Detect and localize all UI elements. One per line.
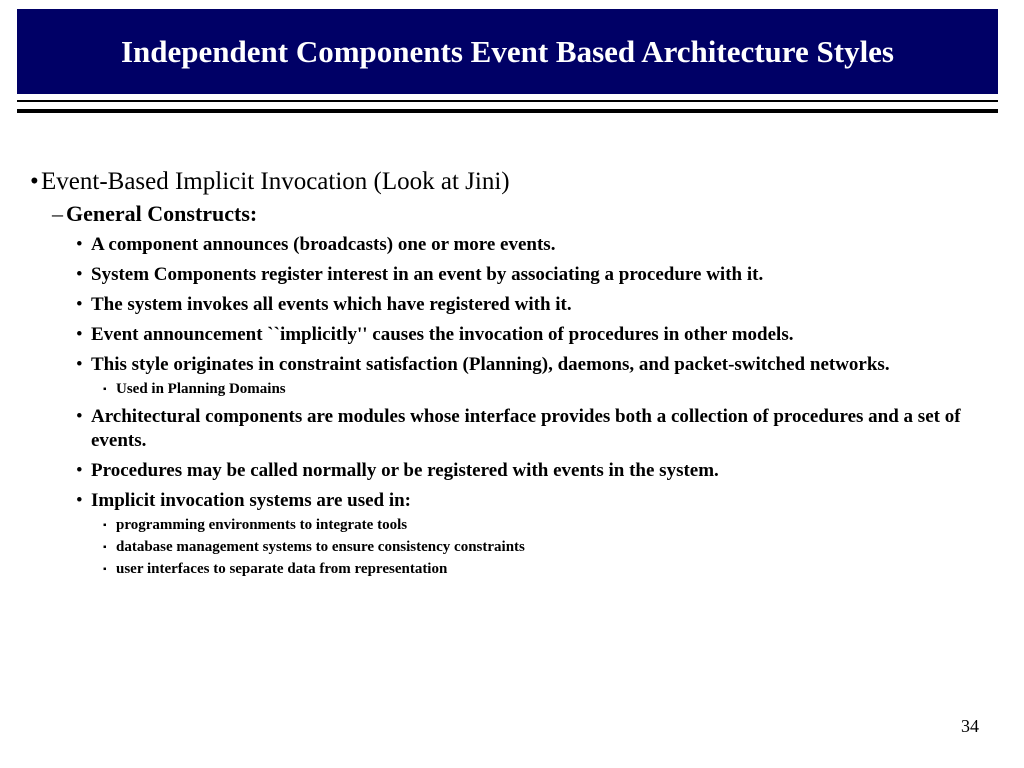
bullet-icon: • [76, 264, 83, 285]
sub-list-item [103, 516, 990, 535]
list-item-text: Implicit invocation systems are used in: [91, 490, 412, 511]
list-item-text: Architectural components are modules whose interface provides both a collection of procedures and a set of events. [91, 406, 961, 451]
list-item-text: System Components register interest in an event by associating a procedure with it. [91, 264, 764, 285]
list-item-text: A component announces (broadcasts) one or more events. [91, 234, 556, 255]
sub-list-item-text: Used in Planning Domains [116, 381, 286, 397]
bullet-icon: • [30, 168, 39, 195]
main-bullet-text: Event-Based Implicit Invocation (Look at Jini) [41, 168, 510, 195]
list-item-text: The system invokes all events which have registered with it. [91, 294, 572, 315]
list-item [76, 459, 990, 483]
list-item [76, 323, 990, 347]
square-bullet-icon: ▪ [103, 542, 107, 553]
dash-icon: – [52, 201, 63, 226]
sub-list-item-text: programming environments to integrate tools [116, 517, 408, 533]
list-item [76, 263, 990, 287]
title-bar [17, 9, 998, 94]
list-item [76, 353, 990, 377]
list-item-text: Procedures may be called normally or be registered with events in the system. [91, 460, 719, 481]
list-item-text: This style originates in constraint satisfaction (Planning), daemons, and packet-switched networks. [91, 354, 890, 375]
bullet-icon: • [76, 354, 83, 375]
slide-content [30, 167, 990, 579]
bullet-icon: • [76, 460, 83, 481]
sub-heading-text: General Constructs: [66, 201, 258, 226]
slide-title: Independent Components Event Based Architecture Styles [120, 33, 895, 69]
square-bullet-icon: ▪ [103, 384, 107, 395]
bullet-icon: • [76, 490, 83, 511]
bullet-icon: • [76, 234, 83, 255]
sub-list-item [103, 538, 990, 557]
header-rule-thick [17, 109, 998, 113]
square-bullet-icon: ▪ [103, 564, 107, 575]
list-item-text: Event announcement ``implicitly'' causes the invocation of procedures in other models. [91, 324, 794, 345]
bullet-icon: • [76, 294, 83, 315]
bullet-icon: • [76, 324, 83, 345]
sub-list-item-text: database management systems to ensure consistency constraints [116, 539, 525, 555]
main-bullet [30, 167, 990, 197]
square-bullet-icon: ▪ [103, 520, 107, 531]
list-item [76, 489, 990, 513]
bullet-icon: • [76, 406, 83, 427]
list-item [76, 233, 990, 257]
list-item [76, 293, 990, 317]
sub-heading [52, 201, 990, 227]
page-number: 34 [961, 716, 979, 736]
sub-list-item [103, 380, 990, 399]
list-item [76, 405, 990, 453]
sub-list-item-text: user interfaces to separate data from representation [116, 561, 448, 577]
header-rule-thin [17, 100, 998, 102]
sub-list-item [103, 560, 990, 579]
